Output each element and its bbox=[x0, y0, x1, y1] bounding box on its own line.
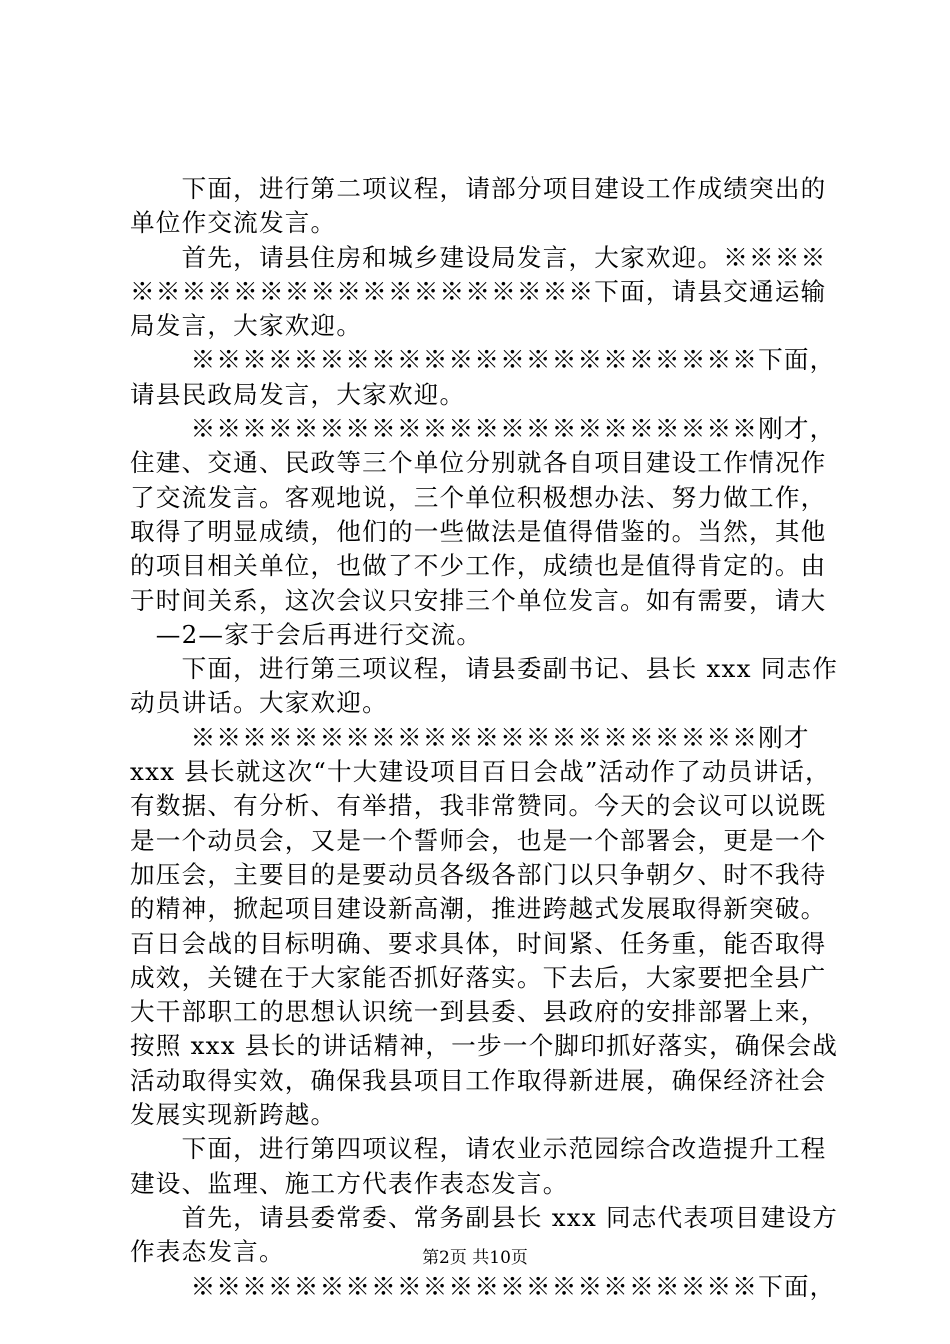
text-line: 动员讲话。大家欢迎。 bbox=[130, 688, 388, 718]
text-line: 下面，进行第二项议程，请部分项目建设工作成绩突出的 bbox=[130, 174, 827, 203]
text-line: 发展实现新跨越。 bbox=[130, 1100, 337, 1130]
page-number-footer: 第2页 共10页 bbox=[422, 1248, 528, 1268]
text-line: ※※※※※※※※※※※※※※※※※※※※※※刚才 bbox=[130, 722, 810, 752]
text-line: 按照 xxx 县长的讲话精神，一步一个脚印抓好落实，确保会战 bbox=[130, 1031, 839, 1061]
text-line: —2—家于会后再进行交流。 bbox=[130, 619, 483, 649]
text-line: 局发言，大家欢迎。 bbox=[130, 311, 363, 341]
text-line: 取得了明显成绩，他们的一些做法是值得借鉴的。当然，其他 bbox=[130, 516, 827, 546]
text-line: ※※※※※※※※※※※※※※※※※※※※※※下面， bbox=[130, 1271, 836, 1301]
text-line: 的精神，掀起项目建设新高潮，推进跨越式发展取得新突破。 bbox=[130, 894, 827, 924]
text-line: 建设、监理、施工方代表作表态发言。 bbox=[130, 1168, 569, 1198]
text-line: 了交流发言。客观地说，三个单位积极想办法、努力做工作， bbox=[130, 482, 827, 512]
text-line: 大干部职工的思想认识统一到县委、县政府的安排部署上来， bbox=[130, 997, 827, 1027]
text-line: xxx 县长就这次“十大建设项目百日会战”活动作了动员讲话， bbox=[130, 757, 831, 787]
text-line: 是一个动员会，又是一个誓师会，也是一个部署会，更是一个 bbox=[130, 825, 827, 855]
text-line: 活动取得实效，确保我县项目工作取得新进展，确保经济社会 bbox=[130, 1065, 827, 1095]
text-line: ※※※※※※※※※※※※※※※※※※下面，请县交通运输 bbox=[130, 276, 827, 306]
text-line: 首先，请县委常委、常务副县长 xxx 同志代表项目建设方 bbox=[130, 1202, 839, 1232]
text-line: 作表态发言。 bbox=[130, 1237, 285, 1267]
text-line: 下面，进行第三项议程，请县委副书记、县长 xxx 同志作 bbox=[130, 654, 839, 684]
text-line: 请县民政局发言，大家欢迎。 bbox=[130, 379, 466, 409]
text-line: 有数据、有分析、有举措，我非常赞同。今天的会议可以说既 bbox=[130, 791, 827, 821]
text-line: 的项目相关单位，也做了不少工作，成绩也是值得肯定的。由 bbox=[130, 551, 827, 581]
text-line: ※※※※※※※※※※※※※※※※※※※※※※刚才， bbox=[130, 414, 836, 444]
text-line: 成效，关键在于大家能否抓好落实。下去后，大家要把全县广 bbox=[130, 962, 827, 992]
text-line: 下面，进行第四项议程，请农业示范园综合改造提升工程 bbox=[130, 1134, 827, 1164]
text-line: 单位作交流发言。 bbox=[130, 208, 337, 238]
text-line: 于时间关系，这次会议只安排三个单位发言。如有需要，请大 bbox=[130, 585, 827, 615]
text-line: 百日会战的目标明确、要求具体，时间紧、任务重，能否取得 bbox=[130, 928, 827, 958]
text-line: ※※※※※※※※※※※※※※※※※※※※※※下面， bbox=[130, 345, 836, 375]
text-line: 首先，请县住房和城乡建设局发言，大家欢迎。※※※※ bbox=[130, 242, 827, 272]
text-line: 加压会，主要目的是要动员各级各部门以只争朝夕、时不我待 bbox=[130, 859, 827, 889]
body-text bbox=[130, 172, 840, 1304]
text-line: 住建、交通、民政等三个单位分别就各自项目建设工作情况作 bbox=[130, 448, 827, 478]
